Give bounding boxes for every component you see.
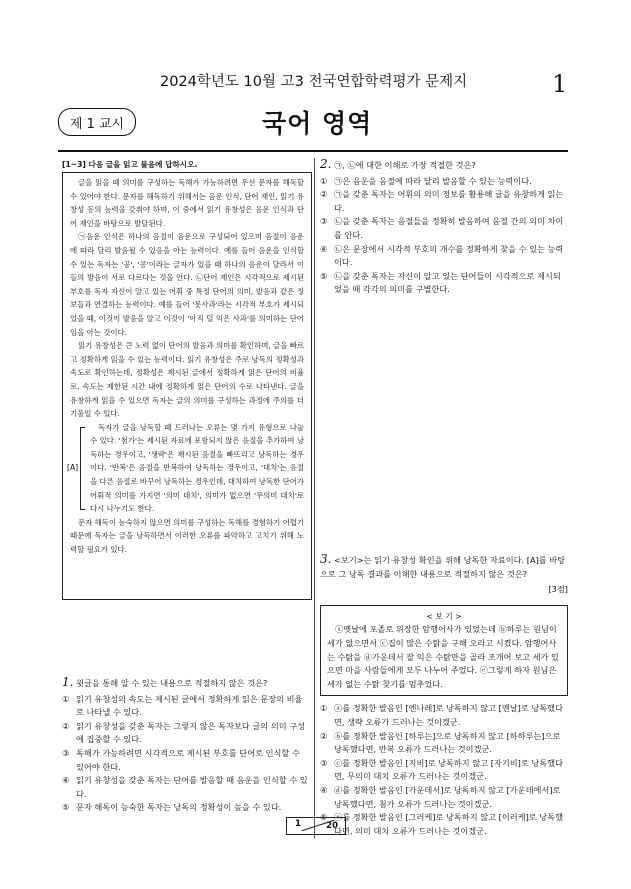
page-number: 1: [552, 70, 568, 98]
choice[interactable]: ③ ㉡을 갖춘 독자는 음절들을 정확히 발음하여 음절 간의 의미 차이를 안다.: [320, 216, 564, 240]
passage-paragraph: 글을 읽을 때 의미를 구성하는 독해가 가능하려면 우선 문자를 해독할 수 있어야 한다. 문자를 해독하기 위해서는 음운 인식, 단어 재인, 읽기 유창성 등의 능력을 갖춰야 하며, 이 중에서 읽기 유창성은 음운 인식과 단어 재인을 바탕으로 발달된다.: [70, 178, 304, 228]
choice[interactable]: ② 읽기 유창성을 갖춘 독자는 그렇지 않은 독자보다 글의 의미 구성에 집중할 수 있다.: [62, 720, 306, 745]
passage-paragraph: 독자가 글을 낭독할 때 드러나는 오류는 몇 가지 유형으로 나눌 수 있다. '첨가'는 제시된 자료에 포함되지 않은 음절을 추가하여 낭독하는 경우이고, '생략'은 제시된 음절을 빠뜨리고 낭독하는 경우이다. '반복'은 음절을 반복하여 낭독하는 경우이고, '대치'는 음절을 다른 음절로 바꾸어 낭독하는 경우인데, 대치하여 낭독한 단어가 어휘적 의미를 가지면 '의미 대치', 의미가 없으면 '무의미 대치'로 다시 나누기도 한다.: [90, 422, 304, 514]
choice[interactable]: ⑤ 문자 해독이 능숙한 독자는 낭독의 정확성이 높을 수 있다.: [62, 802, 282, 813]
question-stem: 윗글을 통해 알 수 있는 내용으로 적절하지 않은 것은?: [76, 678, 268, 688]
passage-paragraph: ㉠음운 인식은 하나의 음절이 음운으로 구성되어 있으며 음절이 음운에 따라 달리 발음될 수 있음을 아는 능력이다. 예를 들어 음운을 인식할 수 있는 독자는 '공', '콩'이라는 글자가 있을 때 하나의 음운이 달라서 이들의 발음이 서로 다르다는 것을 안다. ㉡단어 재인은 시각적으로 제시된 부호를 독자 자신이 알고 있는 어휘 중 특정 단어의 의미, 발음과 같은 정보들과 연결하는 능력이다. 예를 들어 '못사과'라는 시각적 부호가 제시되었을 때, 이것이 발음을 알고 이것이 '아직 덜 익은 사과'를 의미하는 단어임을 아는 것이다.: [70, 232, 304, 337]
choice[interactable]: ⑤ ㉡을 갖춘 독자는 자신이 알고 있는 단어들이 시각적으로 제시되었을 때 각각의 의미를 구별한다.: [320, 270, 561, 295]
question-number: 3.: [320, 552, 332, 566]
bracket-mark: [80, 427, 85, 510]
choice[interactable]: ② ⓑ를 정확한 발음인 [하루는]으로 낭독하지 않고 [하하루는]으로 낭독했다면, 반복 오류가 드러나는 것이겠군.: [320, 730, 561, 755]
choice[interactable]: ② ㉠을 갖춘 독자는 어휘의 의미 정보를 활용해 글을 유창하게 읽는다.: [320, 189, 564, 213]
choice[interactable]: ① 읽기 유창성의 속도는 제시된 글에서 정확하게 읽은 문장의 비율로 나타낼 수 있다.: [62, 693, 303, 718]
choice[interactable]: ⑤ ⓔ를 정확한 발음인 [그러케]로 낭독하지 않고 [이러케]로 낭독했다면, 의미 대치 오류가 드러나는 것이겠군.: [320, 812, 564, 836]
column-divider: [314, 158, 315, 838]
section-a-tag: [A]: [67, 461, 78, 475]
total-pages: 20: [326, 821, 338, 831]
header-divider: [58, 150, 568, 152]
question-1: [62, 676, 310, 815]
subject-title: 국어 영역: [262, 109, 373, 138]
bogi-text: ⓐ옛날에 포졸로 위장한 암행어사가 있었는데 ⓑ하루는 원님이 세가 없으면서 ⓒ집이 많은 수탉을 구해 오라고 시켰다. 암행어사는 수탉을 ⓓ가운데서 잘 익은 수탉만을 골라 조개어 보고 세가 있으면 마을 사람들에게 모두 나누어 주었다. ⓔ그렇게 하자 원님은 세가 없는 수탉 찾기를 멈추었다.: [327, 624, 559, 689]
choice[interactable]: ③ 독해가 가능하려면 시각적으로 제시된 부호를 단어로 인식할 수 있어야 한다.: [62, 747, 300, 772]
question-stem: <보기>는 읽기 유창성 확인을 위해 낭독한 자료이다. [A]를 바탕으로 그 낭독 결과를 이해한 내용으로 적절하지 않은 것은?: [320, 555, 566, 579]
bogi-title: < 보 기 >: [426, 611, 462, 621]
session-label: 제 1 교시: [69, 116, 125, 132]
points-label: [3점]: [548, 584, 568, 595]
section-a: [67, 421, 304, 516]
bogi-box: [320, 605, 568, 697]
reading-passage: [62, 172, 312, 600]
choice[interactable]: ④ 읽기 유창성을 갖춘 독자는 단어를 발음할 때 음운을 인식할 수 있다.: [62, 775, 308, 799]
question-2: [320, 158, 568, 297]
question-3: [320, 553, 568, 838]
question-stem: ㉠, ㉡에 대한 이해로 가장 적절한 것은?: [334, 160, 476, 170]
page-indicator: [286, 817, 346, 835]
choice[interactable]: ① ㉠은 음운을 음절에 따라 달리 발음할 수 있는 능력이다.: [320, 175, 532, 186]
question-number: 2.: [320, 157, 332, 171]
choice[interactable]: ③ ⓒ를 정확한 발음인 [지비]로 낭독하지 않고 [자기비]로 낭독했다면, 무의미 대치 오류가 드러나는 것이겠군.: [320, 757, 564, 782]
instruction: [1~3] 다음 글을 읽고 물음에 답하시오.: [62, 160, 198, 169]
passage-paragraph: 읽기 유창성은 큰 노력 없이 단어의 발음과 의미를 확인하며, 글을 빠르고 정확하게 읽을 수 있는 능력이다. 읽기 유창성은 주로 낭독의 정확성과 속도로 확인하는데, 정확성은 제시된 글에서 정확하게 읽은 단어의 비율로, 속도는 제한된 시간 내에 정확하게 읽은 단어의 수로 나타낸다. 글을 유창하게 읽을 수 있으면 독자는 글의 의미를 구성하는 과정에 주의를 더 기울일 수 있다.: [70, 341, 304, 419]
current-page: 1: [295, 819, 301, 829]
passage-paragraph: 문자 해독이 능숙하지 않으면 의미를 구성하는 독해를 경험하기 어렵기 때문에 독자는 글을 낭독하면서 이러한 오류를 파악하고 고치기 위해 노력할 필요가 있다.: [70, 517, 304, 555]
session-badge: [58, 108, 136, 136]
question-number: 1.: [62, 675, 74, 689]
exam-title: 2024학년도 10월 고3 전국연합학력평가 문제지: [160, 74, 468, 90]
choice[interactable]: ① ⓐ를 정확한 발음인 [엔나레]로 낭독하지 않고 [엔날]로 낭독했다면, 생략 오류가 드러나는 것이겠군.: [320, 703, 564, 727]
choice[interactable]: ④ ⓓ를 정확한 발음인 [가운데서]로 낭독하지 않고 [가운데에서]로 낭독했다면, 첨가 오류가 드러나는 것이겠군.: [320, 784, 561, 809]
choice[interactable]: ④ ㉡은 문장에서 시각적 부호의 개수를 정확하게 찾을 수 있는 능력이다.: [320, 243, 564, 268]
